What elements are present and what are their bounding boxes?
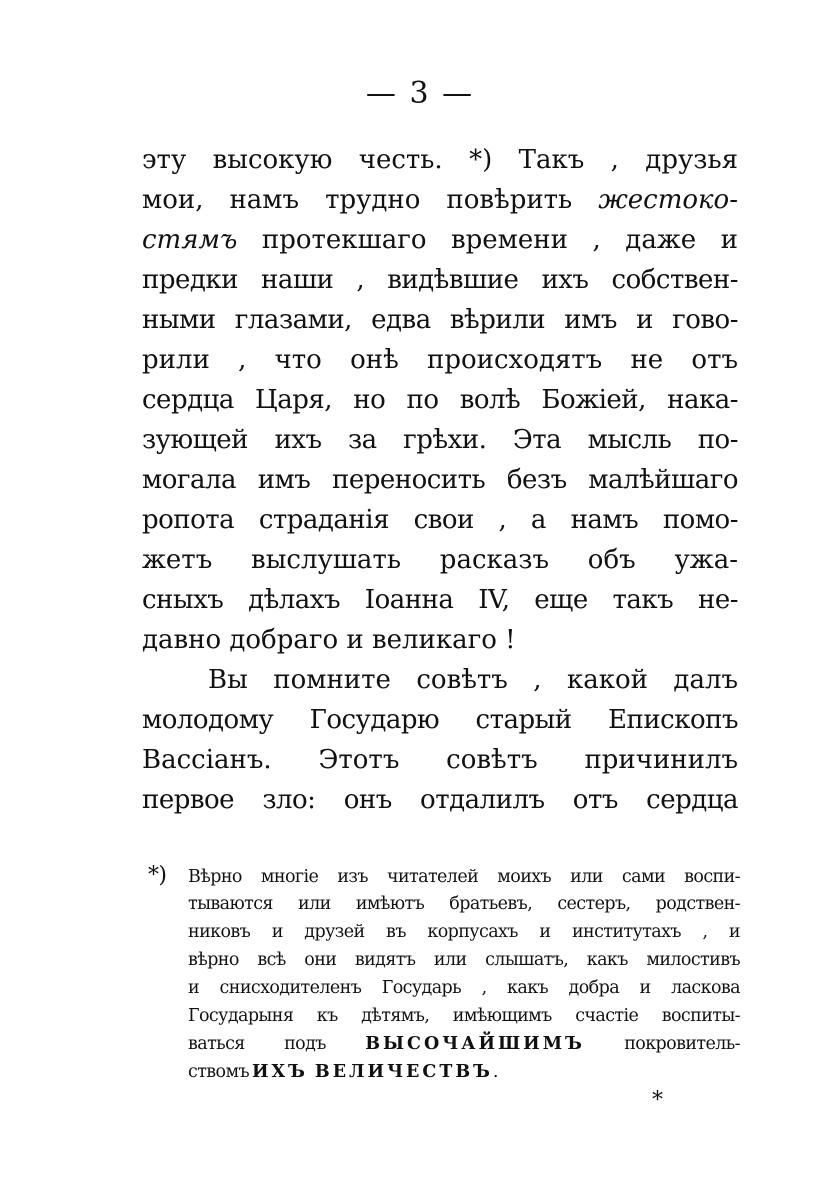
signature-mark: * — [652, 1088, 663, 1113]
text-fragment: ствомъ — [188, 1062, 252, 1082]
footnote-line: Государыня къ дѣтямъ, имѣющимъ счастіе воспиты- — [188, 1006, 740, 1026]
footnote-line: и снисходителенъ Государь , какъ добра и ласкова — [188, 978, 740, 998]
text-fragment: мои, намъ трудно повѣрить — [142, 185, 599, 215]
text-line: жетъ выслушать расказъ объ ужа- — [142, 545, 738, 575]
text-line: предки наши , видѣвшие ихъ собствен- — [142, 265, 738, 295]
text-line: могала имъ переносить безъ малѣйшаго — [142, 465, 738, 495]
text-line: ропота страданія свои , а намъ помо- — [142, 505, 738, 535]
text-line: эту высокую честь. *) Такъ , друзья — [142, 145, 738, 175]
footnote-marker: *) — [148, 863, 167, 888]
italic-word: стямъ — [142, 225, 238, 255]
text-line: молодому Государю старый Епископъ — [142, 705, 738, 735]
footnote-line: тываются или имѣютъ братьевъ, сестеръ, родствен- — [188, 894, 740, 914]
footnote-line — [148, 1058, 740, 1086]
text-fragment: . — [492, 1062, 498, 1082]
text-line: первое зло: онъ отдалилъ отъ сердца — [142, 785, 738, 815]
italic-word: жестоко- — [598, 185, 738, 215]
text-line: ными глазами, едва вѣрили имъ и гово- — [142, 305, 738, 335]
text-line: сныхъ дѣлахъ Іоанна IV, еще такъ не- — [142, 585, 738, 615]
text-line: рили , что онѣ происходятъ не отъ — [142, 345, 738, 375]
text-line: сердца Царя, но по волѣ Божіей, нака- — [142, 385, 738, 415]
footnote-line — [148, 1030, 740, 1058]
text-line: зующей ихъ за грѣхи. Эта мысль по- — [142, 425, 738, 455]
text-fragment: Вѣрно многіе изъ читателей моихъ или сами воспи- — [188, 867, 740, 887]
text-fragment: покровитель- — [584, 1034, 740, 1054]
footnote-line — [148, 862, 740, 890]
footnote-line: вѣрно всѣ они видятъ или слышатъ, какъ милостивъ — [188, 950, 740, 970]
emphasized-word: ВЫСОЧАЙШИМЪ — [365, 1034, 585, 1054]
main-text — [142, 140, 738, 820]
page-number: — 3 — — [365, 76, 475, 111]
text-fragment: протекшаго времени , даже и — [237, 225, 738, 255]
text-line: давно добраго и великаго ! — [142, 625, 516, 655]
text-line: Вассіанъ. Этотъ совѣтъ причинилъ — [142, 745, 738, 775]
footnote — [148, 862, 740, 1086]
emphasized-word: ИХЪ ВЕЛИЧЕСТВЪ — [251, 1062, 493, 1082]
text-line — [142, 220, 738, 260]
text-fragment: ваться подъ — [188, 1034, 366, 1054]
footnote-line: никовъ и друзей въ корпусахъ и институтахъ , и — [188, 922, 740, 942]
text-line — [142, 180, 738, 220]
text-line: Вы помните совѣтъ , какой далъ — [208, 665, 738, 695]
